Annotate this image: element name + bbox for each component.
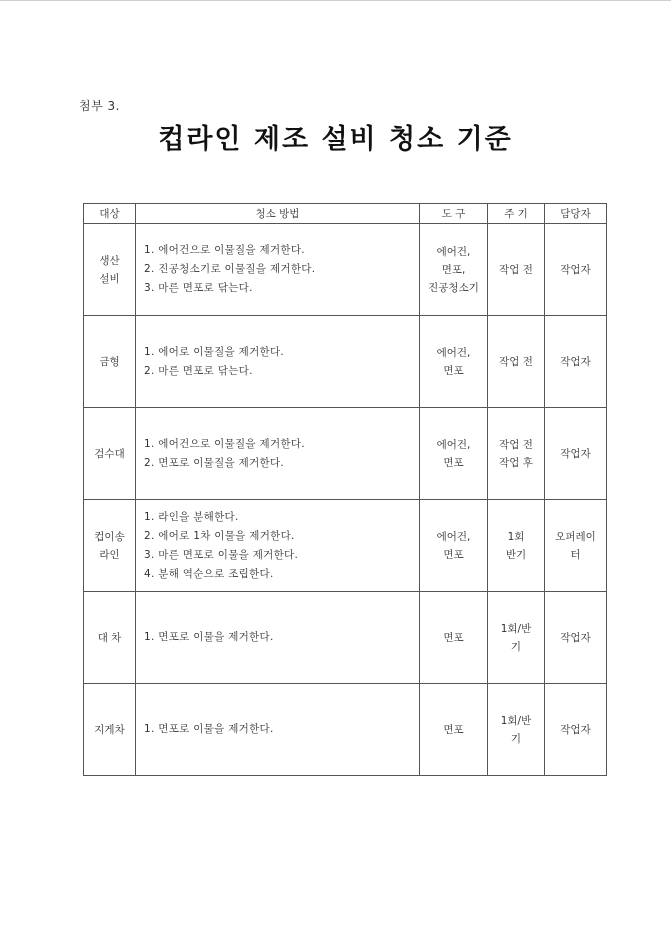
table-row — [84, 408, 607, 500]
header-tools: 도 구 — [420, 204, 488, 224]
table-row — [84, 684, 607, 776]
cell-target-line: 생산 — [99, 254, 120, 267]
cell-owner — [545, 500, 607, 592]
cell-owner — [545, 316, 607, 408]
cell-owner-line: 작업자 — [560, 355, 591, 368]
cell-method — [136, 684, 420, 776]
cell-target — [84, 684, 136, 776]
cell-tools-line: 면포 — [443, 548, 464, 561]
table-header-row — [84, 204, 607, 224]
cell-tools-line: 면포, — [441, 263, 466, 276]
cell-cycle-line: 작업 전 — [499, 438, 533, 451]
cell-owner — [545, 592, 607, 684]
header-method: 청소 방법 — [136, 204, 420, 224]
cell-cycle-line: 작업 전 — [499, 355, 533, 368]
cell-method-line: 1. 에어건으로 이물질을 제거한다. — [144, 244, 305, 256]
cell-method — [136, 224, 420, 316]
cell-method — [136, 500, 420, 592]
header-target: 대상 — [84, 204, 136, 224]
cell-cycle — [488, 592, 545, 684]
cell-owner — [545, 224, 607, 316]
cell-tools — [420, 408, 488, 500]
cell-target-line: 설비 — [99, 272, 120, 285]
cell-method-line: 3. 마른 면포로 닦는다. — [144, 282, 253, 294]
cell-tools-line: 에어건, — [436, 530, 471, 543]
cell-method-line: 2. 진공청소기로 이물질을 제거한다. — [144, 263, 316, 275]
cell-target — [84, 316, 136, 408]
cell-cycle-line: 작업 전 — [499, 263, 533, 276]
cell-target-line: 지게차 — [94, 723, 125, 736]
cell-tools-line: 면포 — [443, 723, 464, 736]
cell-target-line: 대 차 — [97, 631, 122, 644]
cell-cycle — [488, 684, 545, 776]
cell-target-line: 컵이송 — [94, 530, 125, 543]
cell-cycle — [488, 500, 545, 592]
cell-cycle-line: 1회/반 — [500, 622, 532, 635]
cell-target — [84, 500, 136, 592]
cell-cycle — [488, 408, 545, 500]
cell-tools — [420, 500, 488, 592]
cell-method — [136, 592, 420, 684]
cell-method-line: 1. 면포로 이물을 제거한다. — [144, 723, 274, 735]
cell-method-line: 2. 에어로 1차 이물을 제거한다. — [144, 529, 295, 542]
cell-target-line: 금형 — [99, 355, 120, 368]
cell-target-line: 라인 — [99, 548, 120, 561]
cell-method-line: 3. 마른 면포로 이물을 제거한다. — [144, 548, 299, 561]
cell-tools-line: 면포 — [443, 456, 464, 469]
cell-target-line: 검수대 — [94, 447, 125, 460]
table-row — [84, 224, 607, 316]
cell-cycle — [488, 224, 545, 316]
cell-tools-line: 에어건, — [436, 438, 471, 451]
cell-target — [84, 592, 136, 684]
cell-method — [136, 408, 420, 500]
cell-tools — [420, 316, 488, 408]
attachment-label: 첨부 3. — [79, 99, 120, 113]
document-title: 컵라인 제조 설비 청소 기준 — [158, 124, 513, 155]
cell-method-line: 1. 에어건으로 이물질을 제거한다. — [144, 437, 305, 450]
cell-cycle — [488, 316, 545, 408]
cell-tools — [420, 224, 488, 316]
table-row — [84, 592, 607, 684]
cell-method-line: 1. 에어로 이물질을 제거한다. — [144, 345, 285, 358]
cell-tools — [420, 684, 488, 776]
cell-method-line: 2. 면포로 이물질을 제거한다. — [144, 456, 285, 469]
cell-owner-line: 작업자 — [560, 723, 591, 736]
cell-cycle-line: 1회 — [507, 530, 525, 543]
cell-tools-line: 에어건, — [436, 346, 471, 359]
page-top-rule — [0, 0, 671, 1]
cell-tools-line: 에어건, — [436, 245, 471, 258]
cleaning-standards-table — [83, 203, 607, 776]
cell-cycle-line: 기 — [510, 640, 522, 653]
cell-method-line: 4. 분해 역순으로 조립한다. — [144, 567, 274, 580]
cell-cycle-line: 1회/반 — [500, 714, 532, 727]
cell-owner-line: 작업자 — [560, 631, 591, 644]
cell-cycle-line: 반기 — [505, 548, 527, 561]
cell-tools-line: 면포 — [443, 364, 464, 377]
cell-method — [136, 316, 420, 408]
cell-target — [84, 224, 136, 316]
table-row — [84, 316, 607, 408]
header-cycle: 주 기 — [488, 204, 545, 224]
header-owner: 담당자 — [545, 204, 607, 224]
cell-owner-line: 작업자 — [560, 447, 591, 460]
cell-method-line: 1. 면포로 이물을 제거한다. — [144, 631, 274, 643]
cell-tools-line: 진공청소기 — [428, 281, 479, 294]
cell-cycle-line: 작업 후 — [499, 456, 533, 469]
cell-target — [84, 408, 136, 500]
table-row — [84, 500, 607, 592]
cell-cycle-line: 기 — [510, 732, 522, 745]
cell-owner-line: 터 — [570, 548, 581, 561]
cell-owner — [545, 684, 607, 776]
cell-tools-line: 면포 — [443, 631, 464, 644]
cell-owner-line: 작업자 — [560, 263, 591, 276]
cell-owner-line: 오퍼레이 — [555, 530, 596, 543]
cell-method-line: 1. 라인을 분해한다. — [144, 510, 239, 523]
cell-method-line: 2. 마른 면포로 닦는다. — [144, 364, 253, 377]
cell-owner — [545, 408, 607, 500]
cell-tools — [420, 592, 488, 684]
